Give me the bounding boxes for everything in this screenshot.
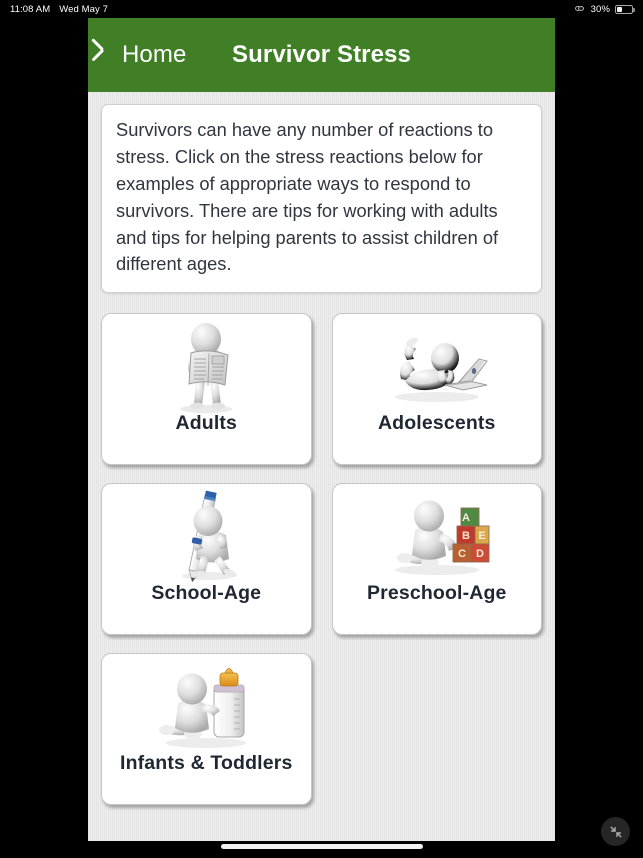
- child-with-blocks-icon: [333, 484, 542, 584]
- battery-icon: [615, 5, 633, 14]
- svg-text:A: A: [461, 512, 470, 525]
- tile-label: Adolescents: [377, 412, 496, 435]
- status-time: 11:08 AM: [10, 3, 51, 15]
- screen-mirroring-icon: [575, 5, 586, 13]
- intro-card: [101, 104, 542, 293]
- baby-with-bottle-icon: [102, 654, 311, 754]
- navigation-bar: [88, 18, 555, 92]
- home-indicator[interactable]: [221, 844, 423, 849]
- status-date: Wed May 7: [59, 3, 109, 15]
- tile-adolescents[interactable]: [332, 313, 543, 465]
- tile-label: Adults: [175, 412, 238, 435]
- battery-percent-label: 30%: [590, 3, 610, 15]
- tile-infants-toddlers[interactable]: [101, 653, 312, 805]
- status-bar-left: [10, 4, 108, 15]
- category-grid: [101, 313, 542, 805]
- app-window: [88, 18, 555, 841]
- page-title: Survivor Stress: [232, 41, 411, 68]
- intro-text: Survivors can have any number of reactions to stress. Click on the stress reactions below for examples of appropriate ways to respond to survivors. There are tips for working with adults and tips for helping parents to assist children of different ages.: [116, 119, 499, 275]
- child-with-pencil-icon: [102, 484, 311, 584]
- content-area: [88, 92, 555, 841]
- svg-text:E: E: [478, 530, 486, 543]
- person-with-laptop-icon: [333, 314, 542, 414]
- chevron-left-icon: [101, 43, 115, 67]
- status-bar-right: [575, 4, 633, 15]
- back-button[interactable]: [101, 41, 186, 69]
- exit-fullscreen-button[interactable]: [601, 817, 630, 846]
- tile-label: Preschool-Age: [366, 582, 507, 605]
- person-reading-newspaper-icon: [102, 314, 311, 414]
- back-button-label: Home: [122, 41, 187, 68]
- tile-school-age[interactable]: [101, 483, 312, 635]
- tile-label: Infants & Toddlers: [120, 752, 293, 775]
- tile-adults[interactable]: [101, 313, 312, 465]
- svg-text:C: C: [457, 548, 466, 561]
- tile-label: School-Age: [151, 582, 262, 605]
- tile-preschool-age[interactable]: [332, 483, 543, 635]
- compress-arrows-icon: [608, 824, 624, 840]
- svg-text:B: B: [461, 530, 470, 543]
- status-bar: [0, 0, 643, 18]
- svg-text:D: D: [475, 548, 484, 561]
